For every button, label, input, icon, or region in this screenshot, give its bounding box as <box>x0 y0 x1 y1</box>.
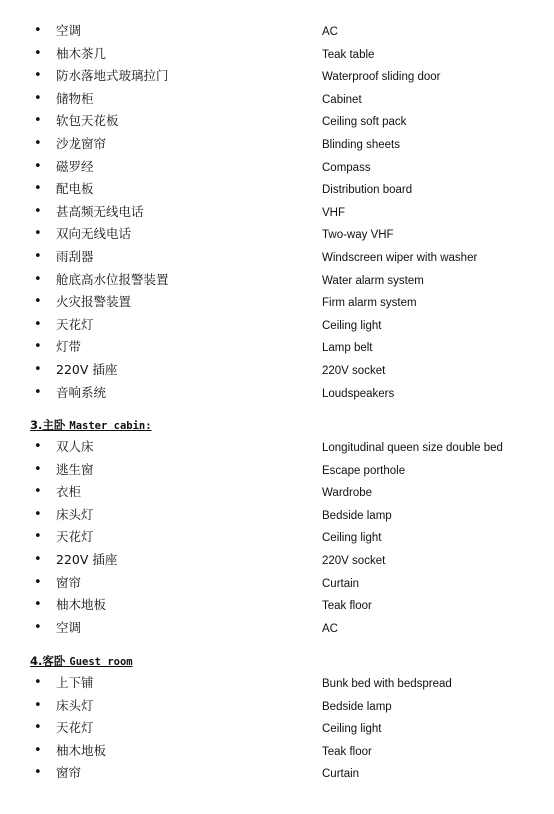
item-label-zh: 逃生窗 <box>56 461 94 477</box>
list-item <box>0 43 554 66</box>
section-title-en: Guest room <box>69 656 133 668</box>
list-item <box>0 459 554 482</box>
item-label-en: Bunk bed with bedspread <box>322 678 452 690</box>
item-label-en: Teak floor <box>322 600 372 613</box>
item-label-zh: 沙龙窗帘 <box>56 135 107 151</box>
list-item <box>0 314 554 337</box>
item-label-zh: 衣柜 <box>56 484 82 500</box>
list-item <box>0 178 554 201</box>
item-label-zh: 柚木地板 <box>56 742 107 758</box>
bullet-icon: • <box>34 439 42 454</box>
list-item <box>0 740 554 763</box>
item-label-zh: 双向无线电话 <box>56 226 132 242</box>
item-label-en: Ceiling light <box>322 532 382 545</box>
item-label-zh: 床头灯 <box>56 697 94 713</box>
item-label-zh: 储物柜 <box>56 90 94 106</box>
item-label-en: Blinding sheets <box>322 138 400 151</box>
item-label-en: Cabinet <box>322 93 362 106</box>
bullet-icon: • <box>34 294 42 310</box>
section-number: 4. <box>30 654 43 668</box>
item-label-zh: 天花灯 <box>56 316 94 332</box>
item-label-zh: 天花灯 <box>56 720 94 736</box>
item-label-en: Curtain <box>322 577 360 590</box>
section-number: 3. <box>30 418 43 432</box>
bullet-icon: • <box>34 742 42 758</box>
list-item <box>0 133 554 156</box>
item-label-zh: 磁罗经 <box>56 158 94 174</box>
bullet-icon: • <box>34 203 42 219</box>
list-item <box>0 246 554 269</box>
bullet-icon: • <box>34 529 42 545</box>
list-item <box>0 201 554 224</box>
item-label-en: Teak table <box>322 48 375 61</box>
item-label-zh: 音响系统 <box>56 384 107 400</box>
item-label-en: AC <box>322 622 338 635</box>
item-label-zh: 灯带 <box>56 339 82 355</box>
list-item <box>0 359 554 382</box>
bullet-icon: • <box>34 316 42 332</box>
item-label-zh: 软包天花板 <box>56 113 119 129</box>
item-label-en: Escape porthole <box>322 464 406 477</box>
list-item <box>0 110 554 133</box>
item-label-en: Bedside lamp <box>322 509 392 522</box>
list-item <box>0 717 554 740</box>
bullet-icon: • <box>34 461 42 477</box>
item-label-zh: 床头灯 <box>56 506 94 522</box>
list-item <box>0 572 554 595</box>
bullet-icon: • <box>34 68 42 84</box>
section-heading-guest-room <box>30 654 133 669</box>
bullet-icon: • <box>34 113 42 129</box>
bullet-icon: • <box>34 181 42 197</box>
item-label-zh: 220V 插座 <box>56 551 118 567</box>
list-item <box>0 594 554 617</box>
item-label-zh: 舱底高水位报警装置 <box>56 271 169 287</box>
item-label-en: AC <box>322 26 338 38</box>
item-label-en: Water alarm system <box>322 274 424 287</box>
list-item <box>0 504 554 527</box>
list-item <box>0 65 554 88</box>
section-title-zh: 主卧 <box>42 418 66 432</box>
item-label-en: Bedside lamp <box>322 700 392 713</box>
item-label-zh: 甚高频无线电话 <box>56 203 144 219</box>
item-label-en: Compass <box>322 161 371 174</box>
bullet-icon: • <box>34 158 42 174</box>
item-label-zh: 上下铺 <box>56 675 94 690</box>
bullet-icon: • <box>34 765 42 781</box>
item-label-zh: 柚木茶几 <box>56 45 107 61</box>
item-label-zh: 配电板 <box>56 181 94 197</box>
bullet-icon: • <box>34 697 42 713</box>
bullet-icon: • <box>34 484 42 500</box>
item-label-en: 220V socket <box>322 364 386 377</box>
item-label-zh: 防水落地式玻璃拉门 <box>56 68 169 84</box>
bullet-icon: • <box>34 226 42 242</box>
item-label-en: Loudspeakers <box>322 387 395 400</box>
bullet-icon: • <box>34 271 42 287</box>
bullet-icon: • <box>34 574 42 590</box>
item-label-en: Lamp belt <box>322 342 373 355</box>
bullet-icon: • <box>34 23 42 38</box>
bullet-icon: • <box>34 506 42 522</box>
list-item <box>0 436 554 459</box>
item-label-en: Ceiling light <box>322 723 382 736</box>
item-label-en: Two-way VHF <box>322 229 394 242</box>
section-title-en: Master cabin: <box>69 420 152 432</box>
item-label-zh: 220V 插座 <box>56 361 118 377</box>
list-item <box>0 156 554 179</box>
list-item <box>0 336 554 359</box>
bullet-icon: • <box>34 248 42 264</box>
item-label-en: Ceiling soft pack <box>322 116 407 129</box>
item-label-zh: 双人床 <box>56 439 94 454</box>
item-label-zh: 雨刮器 <box>56 248 94 264</box>
item-label-en: Ceiling light <box>322 319 382 332</box>
bullet-icon: • <box>34 90 42 106</box>
item-label-en: Longitudinal queen size double bed <box>322 442 503 454</box>
list-item <box>0 526 554 549</box>
item-label-en: Firm alarm system <box>322 297 417 310</box>
guest-room-list <box>0 672 554 785</box>
bullet-icon: • <box>34 597 42 613</box>
list-item <box>0 617 554 640</box>
bullet-icon: • <box>34 45 42 61</box>
item-label-en: 220V socket <box>322 554 386 567</box>
list-item <box>0 695 554 718</box>
list-item <box>0 762 554 785</box>
item-label-zh: 柚木地板 <box>56 597 107 613</box>
list-item <box>0 549 554 572</box>
section-title-zh: 客卧 <box>42 654 66 668</box>
list-item <box>0 672 554 695</box>
list-item <box>0 269 554 292</box>
item-label-en: Waterproof sliding door <box>322 71 441 84</box>
list-item <box>0 223 554 246</box>
item-label-zh: 天花灯 <box>56 529 94 545</box>
bullet-icon: • <box>34 720 42 736</box>
item-label-zh: 窗帘 <box>56 765 82 781</box>
bullet-icon: • <box>34 675 42 690</box>
bullet-icon: • <box>34 361 42 377</box>
item-label-en: Distribution board <box>322 184 413 197</box>
bullet-icon: • <box>34 135 42 151</box>
list-item <box>0 291 554 314</box>
item-label-en: VHF <box>322 206 345 219</box>
bullet-icon: • <box>34 384 42 400</box>
list-item <box>0 481 554 504</box>
item-label-zh: 火灾报警装置 <box>56 294 132 310</box>
list-item <box>0 20 554 43</box>
item-label-en: Teak floor <box>322 745 372 758</box>
bullet-icon: • <box>34 339 42 355</box>
bullet-icon: • <box>34 551 42 567</box>
item-label-zh: 窗帘 <box>56 574 82 590</box>
equipment-list <box>0 20 554 404</box>
bullet-icon: • <box>34 619 42 635</box>
master-cabin-list <box>0 436 554 639</box>
item-label-en: Curtain <box>322 768 360 781</box>
list-item <box>0 88 554 111</box>
item-label-zh: 空调 <box>56 23 82 38</box>
item-label-en: Wardrobe <box>322 487 373 500</box>
list-item <box>0 382 554 405</box>
item-label-en: Windscreen wiper with washer <box>322 251 478 264</box>
section-heading-master-cabin <box>30 418 152 433</box>
item-label-zh: 空调 <box>56 619 82 635</box>
